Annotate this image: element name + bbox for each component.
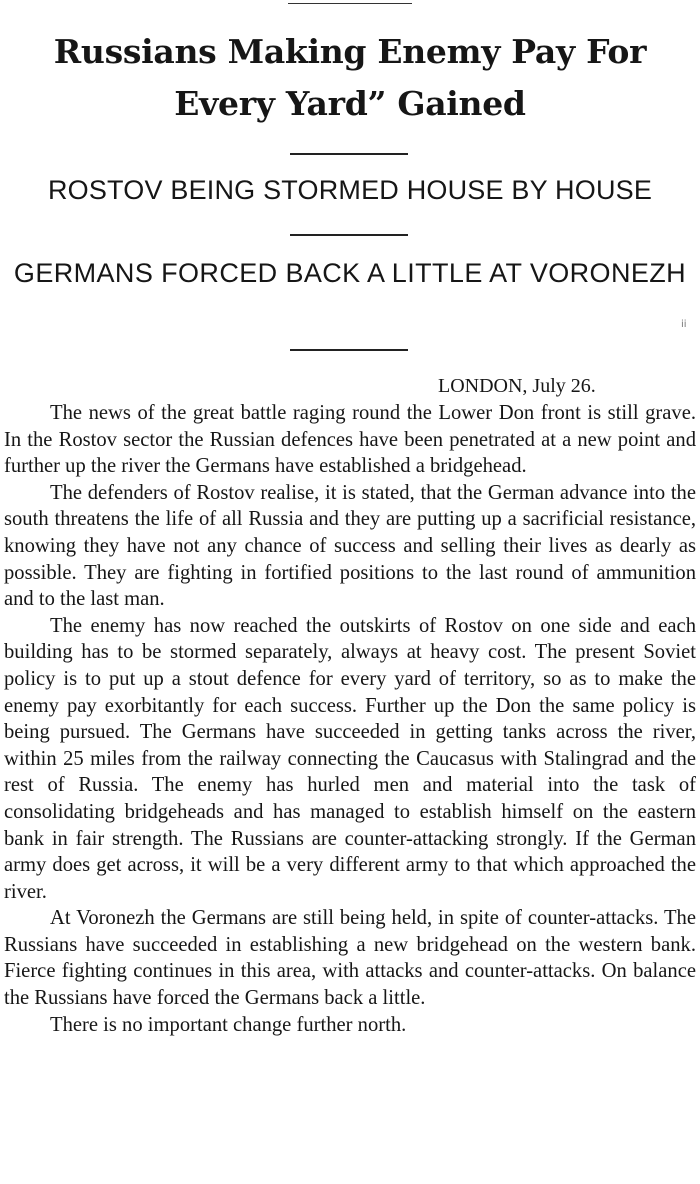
paragraph-2: The defenders of Rostov realise, it is stated, that the German advance into the south threatens the life of all Russia and they are putting up a sacrificial resistance, knowing they have not any chance of success and selling their lives as dearly as possible. They are fighting in fortified positions to the last round of ammunition and to the last man.: [4, 481, 696, 611]
subheadline-rostov: ROSTOV BEING STORMED HOUSE BY HOUSE: [47, 175, 653, 205]
dateline: LONDON, July 26.: [438, 375, 596, 397]
paragraph-1: The news of the great battle raging round the Lower Don front is still grave. In the Rostov sector the Russian defences have been penetrated at a new point and further up the river the Germans have established a bridgehead.: [4, 402, 696, 478]
subheadline-voronezh: GERMANS FORCED BACK A LITTLE AT VORONEZH: [13, 258, 687, 288]
paragraph-3: The enemy has now reached the outskirts of Rostov on one side and each building has to be stormed separately, always at heavy cost. The present Soviet policy is to put up a stout defence for every yard of territory, so as to make the enemy pay exorbitantly for each success. Further up the Don the same policy is being pursued. The Germans have succeeded in getting tanks across the river, within 25 miles from the railway connecting the Caucasus with Stalingrad and the rest of Russia. The enemy has hurled men and material into the task of consolidating bridgeheads and has managed to establish himself on the eastern bank in fair strength. The Russians are counter-attacking strongly. If the German army does get across, it will be a very different army to that which approached the river.: [4, 614, 696, 903]
divider-rule: [290, 153, 408, 155]
paragraph-5: There is no important change further north.: [50, 1013, 407, 1036]
divider-rule: [290, 349, 408, 351]
paragraph-4: At Voronezh the Germans are still being held, in spite of counter-attacks. The Russians have succeeded in establishing a new bridgehead on the western bank. Fierce fighting continues in this area, with attacks and counter-attacks. On balance the Russians have forced the Germans back a little.: [4, 907, 696, 1010]
divider-rule: [290, 234, 408, 236]
headline: Russians Making Enemy Pay For Every Yard” Gained: [53, 32, 647, 123]
article-body: [4, 400, 696, 1038]
print-speck: ii: [681, 319, 687, 330]
top-rule: [288, 3, 412, 4]
